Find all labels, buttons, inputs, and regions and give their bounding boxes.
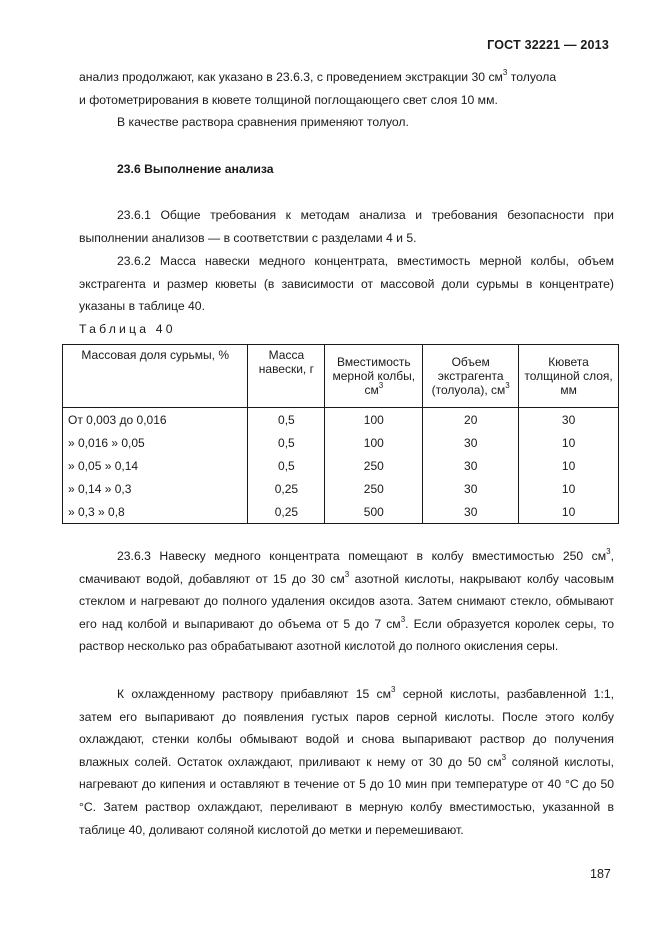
cell-fraction: » 0,3 » 0,8: [63, 500, 248, 524]
superscript: 3: [502, 67, 508, 77]
cell-extractant: 20: [423, 408, 519, 432]
page-number: 187: [590, 867, 611, 881]
paragraph-23-6-3: [79, 545, 614, 658]
cell-cuvette: 10: [519, 500, 619, 524]
cell-extractant: 30: [423, 477, 519, 500]
cell-mass: 0,25: [248, 477, 325, 500]
table-row: [63, 500, 619, 524]
cell-fraction: » 0,016 » 0,05: [63, 431, 248, 454]
data-table: [62, 344, 619, 524]
header-cuvette-thickness: Кювета толщиной слоя, мм: [519, 345, 619, 408]
cell-fraction: » 0,05 » 0,14: [63, 454, 248, 477]
table-row: [63, 477, 619, 500]
table-row: [63, 431, 619, 454]
cell-fraction: » 0,14 » 0,3: [63, 477, 248, 500]
cell-mass: 0,5: [248, 454, 325, 477]
cell-mass: 0,5: [248, 431, 325, 454]
cell-flask: 250: [325, 454, 423, 477]
table-row: [63, 408, 619, 432]
section-title: 23.6 Выполнение анализа: [117, 162, 274, 176]
intro-line-1-text: анализ продолжают, как указано в 23.6.3, с проведением экстракции 30 см: [79, 70, 503, 84]
cell-cuvette: 10: [519, 477, 619, 500]
paragraph-23-6-1-text: 23.6.1 Общие требования к методам анализа и требования безопасности при выполнении анализов — в соответствии с разделами 4 и 5.: [79, 208, 614, 245]
cell-mass: 0,5: [248, 408, 325, 432]
cell-extractant: 30: [423, 454, 519, 477]
header-antimony-fraction: Массовая доля сурьмы, %: [63, 345, 248, 408]
cell-cuvette: 10: [519, 431, 619, 454]
cell-flask: 100: [325, 408, 423, 432]
intro-block: [79, 66, 614, 134]
cell-cuvette: 10: [519, 454, 619, 477]
intro-line-2: и фотометрирования в кювете толщиной поглощающего свет слоя 10 мм.: [79, 92, 498, 107]
header-sample-mass: Масса навески, г: [248, 345, 325, 408]
cell-fraction: От 0,003 до 0,016: [63, 408, 248, 432]
paragraph-23-6-3-text: 23.6.3 Навеску медного концентрата помещают в колбу вместимостью 250 $см^3$, смачивают водой, добавляют от 15 до 30 $см^3$ азотной кислоты, накрывают колбу часовым стеклом и нагревают до полного удаления оксидов азота. Затем снимают стекло, обмывают его над колбой и выпаривают до объема от 5 до 7 $см^3$. Если образуется королек серы, то раствор несколько раз обрабатывают азотной кислотой до полного окисления серы.: [79, 546, 614, 654]
paragraph-cooling-text: К охлажденному раствору прибавляют 15 $см^3$ серной кислоты, разбавленной 1:1, затем его выпаривают до появления густых паров серной кислоты. После этого колбу охлаждают, стенки колбы обмывают водой и снова выпаривают раствор до получения влажных солей. Остаток охлаждают, приливают к нему от 30 до 50 $см^3$ соляной кислоты, нагревают до кипения и оставляют в течение от 5 до 10 мин при температуре от 40 °С до 50 °С. Затем раствор охлаждают, переливают в мерную колбу вместимостью, указанной в таблице 40, доливают соляной кислотой до метки и перемешивают.: [79, 684, 614, 837]
intro-line-1: [79, 66, 614, 89]
standard-code-header: ГОСТ 32221 — 2013: [487, 38, 609, 52]
paragraph-cooling: [79, 683, 614, 841]
cell-extractant: 30: [423, 431, 519, 454]
cell-extractant: 30: [423, 500, 519, 524]
paragraph-23-6-2-text: 23.6.2 Масса навески медного концентрата, вместимость мерной колбы, объем экстрагента и размер кюветы (в зависимости от массовой доли сурьмы в концентрате) указаны в таблице 40.: [79, 254, 614, 314]
table-row: [63, 454, 619, 477]
paragraph-23-6-2: [79, 250, 614, 318]
header-flask-volume: Вместимость мерной колбы, $см^3$: [325, 345, 423, 408]
paragraph-23-6-1: [79, 204, 614, 249]
cell-flask: 250: [325, 477, 423, 500]
cell-cuvette: 30: [519, 408, 619, 432]
table-caption: Таблица 40: [79, 322, 176, 336]
intro-line-1-tail: толуола: [507, 70, 557, 84]
header-extractant-volume: Объем экстрагента (толуола), $см^3$: [423, 345, 519, 408]
intro-line-3: В качестве раствора сравнения применяют толуол.: [117, 115, 409, 130]
table-header-row: [63, 345, 619, 408]
cell-mass: 0,25: [248, 500, 325, 524]
cell-flask: 500: [325, 500, 423, 524]
cell-flask: 100: [325, 431, 423, 454]
